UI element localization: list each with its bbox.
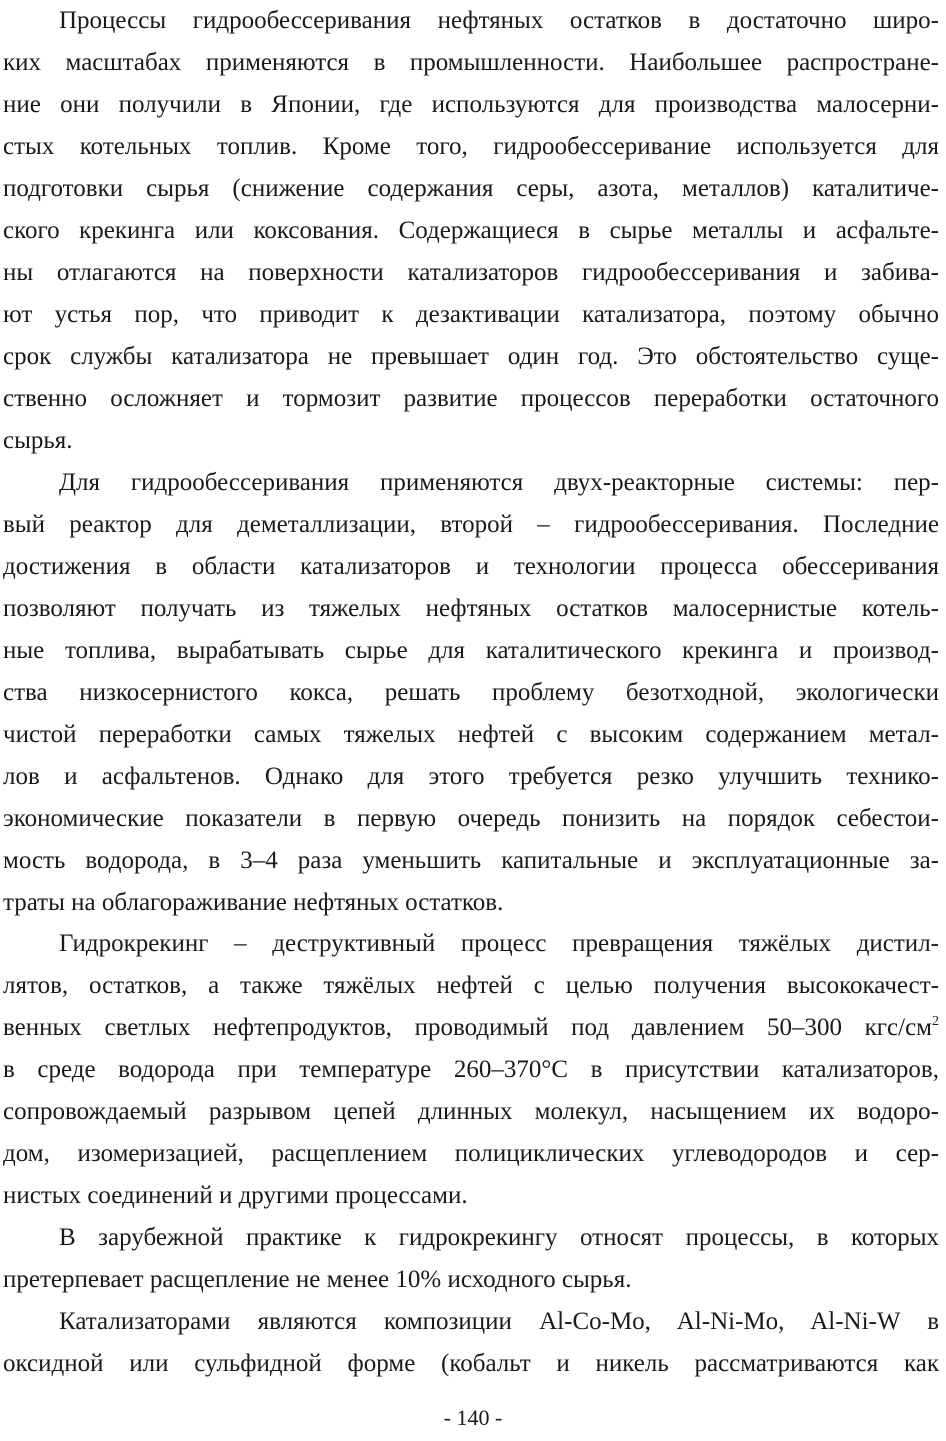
text-line: ные топлива, вырабатывать сырье для каталитического крекинга и производ- — [3, 637, 939, 664]
text-line: лов и асфальтенов. Однако для этого требуется резко улучшить технико- — [3, 763, 939, 790]
text-line: Процессы гидрообессеривания нефтяных остатков в достаточно широ- — [59, 7, 939, 34]
text-line: траты на облагораживание нефтяных остатков. — [3, 889, 504, 916]
paragraph-two-reactor-systems — [3, 462, 939, 924]
text-line: претерпевает расщепление не менее 10% исходного сырья. — [3, 1266, 632, 1293]
text-line: стых котельных топлив. Кроме того, гидрообессеривание используется для — [3, 133, 939, 160]
page-number: - 140 - — [443, 1405, 503, 1430]
text-line: достижения в области катализаторов и технологии процесса обессеривания — [3, 553, 939, 580]
paragraph-hydrodesulfurization-intro — [3, 0, 939, 462]
text-line: ны отлагаются на поверхности катализаторов гидрообессеривания и забива- — [3, 259, 939, 286]
text-line: вый реактор для деметаллизации, второй – гидрообессеривания. Последние — [3, 511, 939, 538]
text-line: лятов, остатков, а также тяжёлых нефтей с целью получения высококачест- — [3, 972, 939, 999]
text-line: ственно осложняет и тормозит развитие процессов переработки остаточного — [3, 385, 939, 412]
text-line: подготовки сырья (снижение содержания серы, азота, металлов) каталитиче- — [3, 175, 939, 202]
text-line: В зарубежной практике к гидрокрекингу относят процессы, в которых — [59, 1224, 939, 1251]
text-line: ства низкосернистого кокса, решать проблему безотходной, экологически — [3, 679, 939, 706]
text-line: сопровождаемый разрывом цепей длинных молекул, насыщением их водоро- — [3, 1098, 939, 1125]
text-line: дом, изомеризацией, расщеплением полициклических углеводородов и сер- — [3, 1140, 939, 1167]
paragraph-catalysts — [3, 1301, 939, 1385]
text-line: позволяют получать из тяжелых нефтяных остатков малосернистые котель- — [3, 595, 939, 622]
text-line — [3, 1007, 939, 1049]
text-line: Для гидрообессеривания применяются двух-реакторные системы: пер- — [59, 469, 939, 496]
text-line: ского крекинга или коксования. Содержащиеся в сырье металлы и асфальте- — [3, 217, 939, 244]
text-line: срок службы катализатора не превышает один год. Это обстоятельство суще- — [3, 343, 939, 370]
text-line: нистых соединений и другими процессами. — [3, 1182, 468, 1209]
text-line: в среде водорода при температуре 260–370°С в присутствии катализаторов, — [3, 1056, 939, 1083]
text-line: мость водорода, в 3–4 раза уменьшить капитальные и эксплуатационные за- — [3, 847, 939, 874]
text-line: сырья. — [3, 427, 73, 454]
paragraph-hydrocracking-definition — [3, 923, 939, 1217]
text-line: Катализаторами являются композиции Al-Co-Mo, Al-Ni-Mo, Al-Ni-W в — [59, 1308, 939, 1335]
text-line: экономические показатели в первую очередь понизить на порядок себестои- — [3, 805, 939, 832]
text-line: ких масштабах применяются в промышленности. Наибольшее распростране- — [3, 49, 939, 76]
paragraph-foreign-practice — [3, 1217, 939, 1301]
text-line: оксидной или сульфидной форме (кобальт и никель рассматриваются как — [3, 1350, 939, 1377]
superscript-square: 2 — [932, 1014, 939, 1029]
text-line: Гидрокрекинг – деструктивный процесс превращения тяжёлых дистил- — [59, 930, 939, 957]
text-line-main: венных светлых нефтепродуктов, проводимый под давлением 50–300 кгс/см — [3, 1014, 932, 1041]
text-line: ют устья пор, что приводит к дезактивации катализатора, поэтому обычно — [3, 301, 939, 328]
text-line: ние они получили в Японии, где используются для производства малосерни- — [3, 91, 939, 118]
text-line: чистой переработки самых тяжелых нефтей с высоким содержанием метал- — [3, 721, 939, 748]
